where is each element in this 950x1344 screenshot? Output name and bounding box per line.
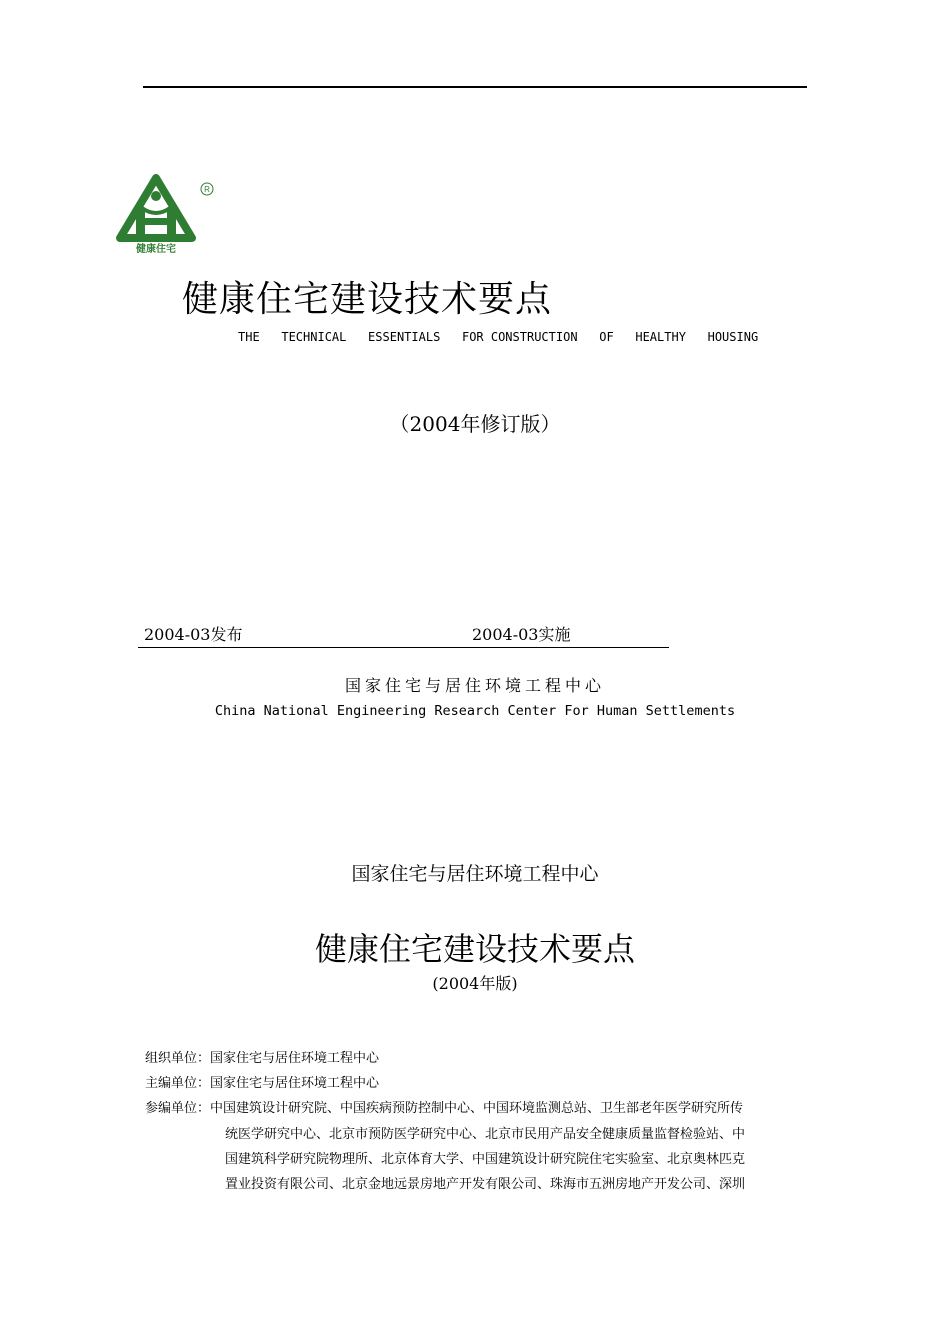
chief-editor-value: 国家住宅与居住环境工程中心 xyxy=(210,1076,380,1091)
cover-org-cn: 国家住宅与居住环境工程中心 xyxy=(344,676,605,695)
inner-org-cn: 国家住宅与居住环境工程中心 xyxy=(351,863,599,885)
chief-editor-row xyxy=(145,1075,379,1093)
participants-line-2: 统医学研究中心、北京市预防医学研究中心、北京市民用产品安全健康质量监督检验站、中 xyxy=(225,1127,746,1142)
top-rule xyxy=(143,86,807,88)
healthy-housing-logo-icon xyxy=(112,172,224,256)
inner-edition: (2004年版) xyxy=(432,974,518,993)
organizer-value: 国家住宅与居住环境工程中心 xyxy=(210,1051,380,1066)
healthy-housing-logo xyxy=(112,172,224,256)
implement-date: 2004-03实施 xyxy=(472,625,571,644)
cover-title-en: THE TECHNICAL ESSENTIALS FOR CONSTRUCTION OF HEALTHY HOUSING xyxy=(238,330,759,344)
cover-title-cn: 健康住宅建设技术要点 xyxy=(182,279,553,320)
participants-line-1: 中国建筑设计研究院、中国疾病预防控制中心、中国环境监测总站、卫生部老年医学研究所传 xyxy=(210,1101,744,1116)
logo-caption: 健康住宅 xyxy=(136,244,176,255)
issue-date: 2004-03发布 xyxy=(144,625,243,644)
inner-title-cn: 健康住宅建设技术要点 xyxy=(314,930,635,968)
chief-editor-label: 主编单位： xyxy=(145,1076,211,1091)
date-rule xyxy=(138,647,669,648)
participants-row xyxy=(145,1100,743,1118)
cover-org-en: China National Engineering Research Center For Human Settlements xyxy=(214,703,736,719)
participants-line-3: 国建筑科学研究院物理所、北京体育大学、中国建筑设计研究院住宅实验室、北京奥林匹克 xyxy=(225,1152,746,1167)
organizer-label: 组织单位： xyxy=(145,1051,211,1066)
cover-edition: （2004年修订版） xyxy=(389,412,561,436)
participants-label: 参编单位： xyxy=(145,1101,211,1116)
registered-mark: R xyxy=(204,185,210,194)
organizer-row xyxy=(145,1050,379,1068)
participants-line-4: 置业投资有限公司、北京金地远景房地产开发有限公司、珠海市五洲房地产开发公司、深圳 xyxy=(225,1177,746,1192)
